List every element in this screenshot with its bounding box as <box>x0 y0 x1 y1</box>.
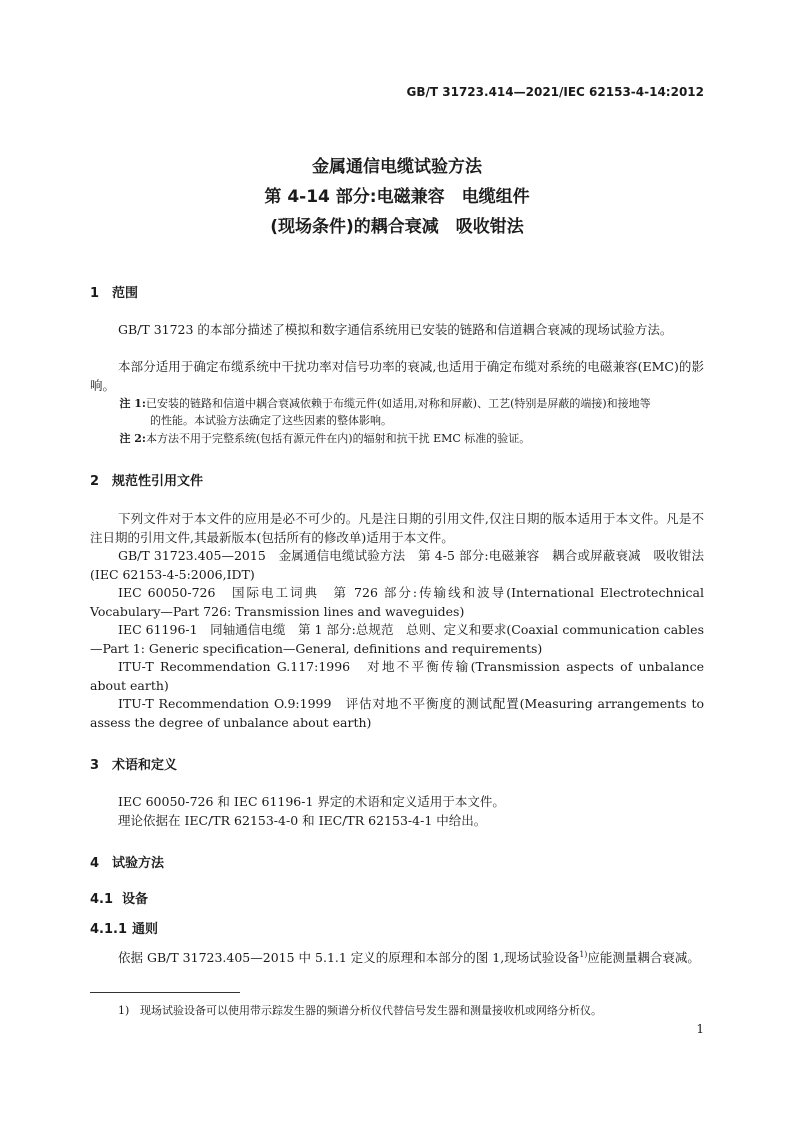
scope-paragraph-2: 本部分适用于确定布缆系统中干扰功率对信号功率的衰减,也适用于确定布缆对系统的电磁兼容(EMC)的影响。 <box>90 359 704 393</box>
footnote-text: 现场试验设备可以使用带示踪发生器的频谱分析仪代替信号发生器和测量接收机或网络分析仪。 <box>140 1004 602 1017</box>
references-intro: 下列文件对于本文件的应用是必不可少的。凡是注日期的引用文件,仅注日期的版本适用于本文件。凡是不注日期的引用文件,其最新版本(包括所有的修改单)适用于本文件。 <box>90 511 704 545</box>
section-1-heading <box>90 282 138 301</box>
reference-2: IEC 60050-726 国际电工词典 第 726 部分:传输线和波导(International Electrotechnical Vocabulary—Part 726: Transmission lines and waveguides) <box>90 585 704 619</box>
section-title: 通则 <box>132 922 159 937</box>
section-title: 范围 <box>112 286 139 301</box>
note-text: 已安装的链路和信道中耦合衰减依赖于布缆元件(如适用,对称和屏蔽)、工艺(特别是屏蔽的端接)和接地等 <box>146 397 651 410</box>
footnote <box>118 1002 602 1018</box>
section-number: 4.1.1 <box>90 922 128 937</box>
note-text: 本方法不用于完整系统(包括有源元件在内)的辐射和抗干扰 EMC 标准的验证。 <box>146 432 531 445</box>
general-paragraph <box>90 946 704 968</box>
note-2 <box>90 431 704 448</box>
section-2-heading <box>90 470 203 489</box>
general-text: 依据 GB/T 31723.405—2015 中 5.1.1 定义的原理和本部分的图 1,现场试验设备 <box>118 950 580 966</box>
note-text-continued: 的性能。本试验方法确定了这些因素的整体影响。 <box>150 413 392 427</box>
section-4-heading <box>90 852 164 871</box>
footnote-mark: 1) <box>118 1004 130 1017</box>
footnote-ref[interactable]: 1) <box>579 950 588 959</box>
section-number: 3 <box>90 758 100 773</box>
section-number: 4.1 <box>90 892 114 907</box>
section-3-heading <box>90 754 177 773</box>
reference-1: GB/T 31723.405—2015 金属通信电缆试验方法 第 4-5 部分:电磁兼容 耦合或屏蔽衰减 吸收钳法(IEC 62153-4-5:2006,IDT) <box>90 548 704 582</box>
section-title: 规范性引用文件 <box>112 474 204 489</box>
section-title: 试验方法 <box>112 856 165 871</box>
title-line-1: 金属通信电缆试验方法 <box>312 157 482 177</box>
general-text-end: 应能测量耦合衰减。 <box>587 950 700 966</box>
section-4-1-1-heading <box>90 918 158 937</box>
scope-paragraph-1: GB/T 31723 的本部分描述了模拟和数字通信系统用已安装的链路和信道耦合衰减的现场试验方法。 <box>118 322 673 337</box>
terms-paragraph-1: IEC 60050-726 和 IEC 61196-1 界定的术语和定义适用于本文件。 <box>118 794 505 809</box>
section-title: 术语和定义 <box>112 758 178 773</box>
reference-5: ITU-T Recommendation O.9:1999 评估对地不平衡度的测试配置(Measuring arrangements to assess the degree of unbalance about earth) <box>90 696 704 730</box>
note-label: 注 1: <box>119 397 146 410</box>
section-number: 2 <box>90 474 100 489</box>
page-number: 1 <box>696 1022 704 1036</box>
terms-paragraph-2: 理论依据在 IEC/TR 62153-4-0 和 IEC/TR 62153-4-1 中给出。 <box>118 813 487 828</box>
note-label: 注 2: <box>119 432 146 445</box>
reference-3: IEC 61196-1 同轴通信电缆 第 1 部分:总规范 总则、定义和要求(Coaxial communication cables—Part 1: Generic specification—General, definitions and requirements) <box>90 622 704 656</box>
title-line-2: 第 4-14 部分:电磁兼容 电缆组件 <box>264 187 530 207</box>
document-code-header: GB/T 31723.414—2021/IEC 62153-4-14:2012 <box>406 85 704 99</box>
section-4-1-heading <box>90 888 148 907</box>
title-line-3: (现场条件)的耦合衰减 吸收钳法 <box>270 217 524 237</box>
note-1 <box>90 396 704 429</box>
section-number: 1 <box>90 286 100 301</box>
section-title: 设备 <box>122 892 149 907</box>
footnote-separator <box>90 992 240 993</box>
reference-4: ITU-T Recommendation G.117:1996 对地不平衡传输(Transmission aspects of unbalance about earth) <box>90 659 704 693</box>
section-number: 4 <box>90 856 100 871</box>
